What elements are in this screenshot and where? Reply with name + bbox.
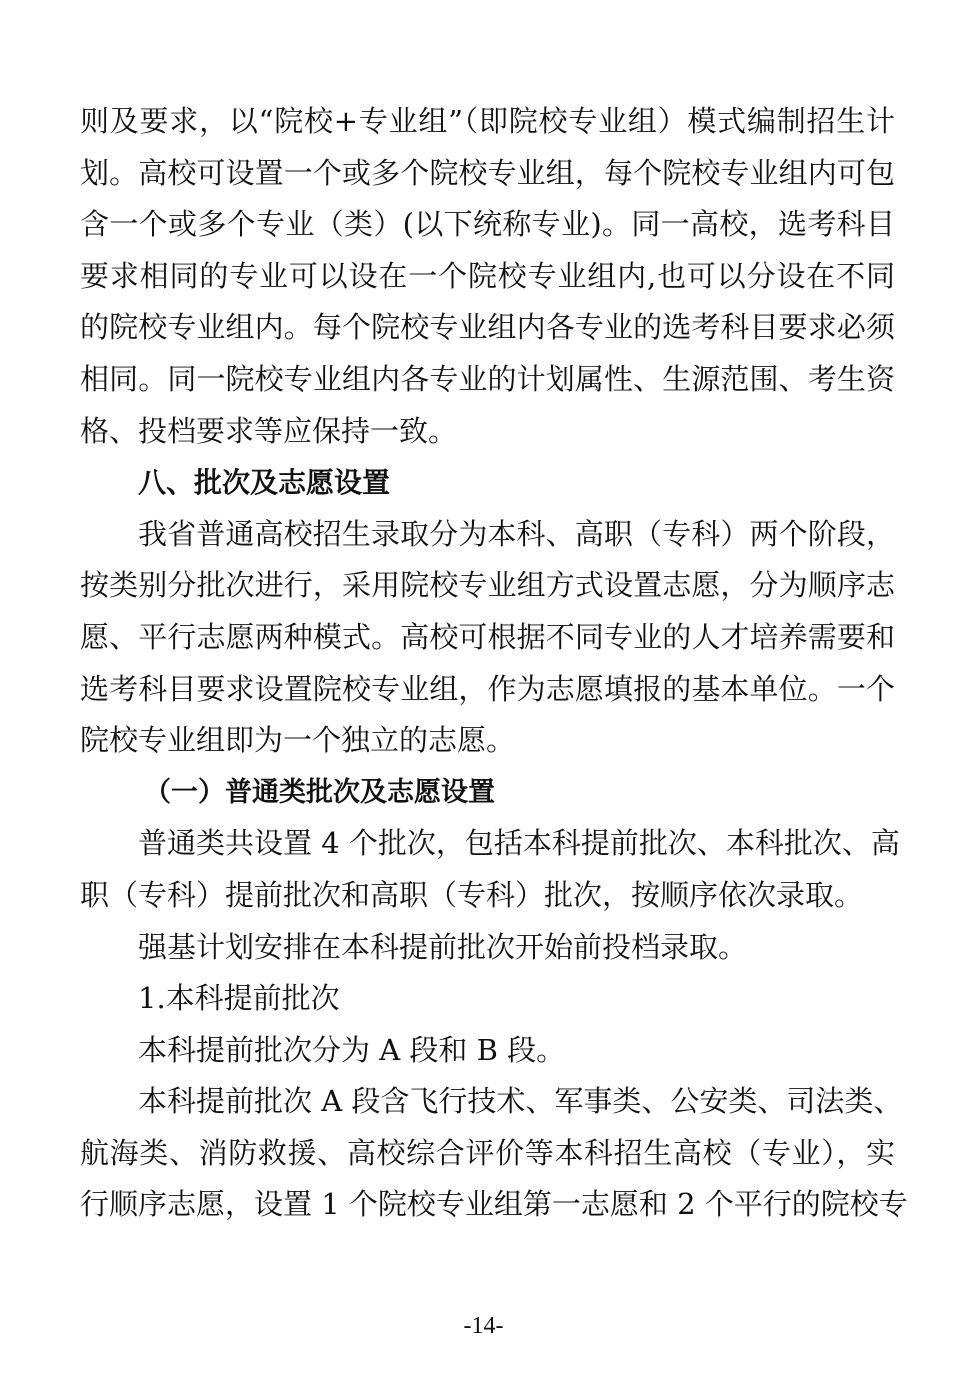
page-number: -14- xyxy=(463,1313,504,1339)
paragraph-line: 相同。同一院校专业组内各专业的计划属性、生源范围、考生资 xyxy=(80,361,895,396)
paragraph-line: 院校专业组即为一个独立的志愿。 xyxy=(80,723,516,758)
document-body xyxy=(80,96,908,1231)
paragraph-line: 本科提前批次 A 段含飞行技术、军事类、公安类、司法类、 xyxy=(138,1084,903,1119)
paragraph-line: 普通类共设置 4 个批次，包括本科提前批次、本科批次、高 xyxy=(138,826,900,861)
paragraph-line: 我省普通高校招生录取分为本科、高职（专科）两个阶段， xyxy=(138,516,895,551)
paragraph-line: 则及要求，以“院校+专业组”（即院校专业组）模式编制招生计 xyxy=(80,104,895,138)
paragraph-line: 强基计划安排在本科提前批次开始前投档录取。 xyxy=(138,929,748,964)
paragraph-line: 职（专科）提前批次和高职（专科）批次，按顺序依次录取。 xyxy=(80,877,864,912)
paragraph-line: 选考科目要求设置院校专业组，作为志愿填报的基本单位。一个 xyxy=(80,671,895,706)
subsection-heading: （一）普通类批次及志愿设置 xyxy=(144,776,495,808)
paragraph-line: 划。高校可设置一个或多个院校专业组，每个院校专业组内可包 xyxy=(80,155,895,190)
paragraph-line: 按类别分批次进行，采用院校专业组方式设置志愿，分为顺序志 xyxy=(80,568,895,603)
paragraph-line: 本科提前批次分为 A 段和 B 段。 xyxy=(138,1032,566,1067)
section-heading: 八、批次及志愿设置 xyxy=(138,466,391,500)
paragraph-line: 含一个或多个专业（类）(以下统称专业)。同一高校，选考科目 xyxy=(80,207,895,242)
paragraph-line: 愿、平行志愿两种模式。高校可根据不同专业的人才培养需要和 xyxy=(80,619,895,654)
paragraph-line: 格、投档要求等应保持一致。 xyxy=(80,413,458,448)
paragraph-line: 行顺序志愿，设置 1 个院校专业组第一志愿和 2 个平行的院校专 xyxy=(80,1187,908,1222)
item-heading: 1.本科提前批次 xyxy=(138,981,340,1016)
paragraph-line: 要求相同的专业可以设在一个院校专业组内,也可以分设在不同 xyxy=(80,258,895,293)
paragraph-line: 的院校专业组内。每个院校专业组内各专业的选考科目要求必须 xyxy=(80,310,895,345)
paragraph-line: 航海类、消防救援、高校综合评价等本科招生高校（专业），实 xyxy=(80,1135,895,1170)
